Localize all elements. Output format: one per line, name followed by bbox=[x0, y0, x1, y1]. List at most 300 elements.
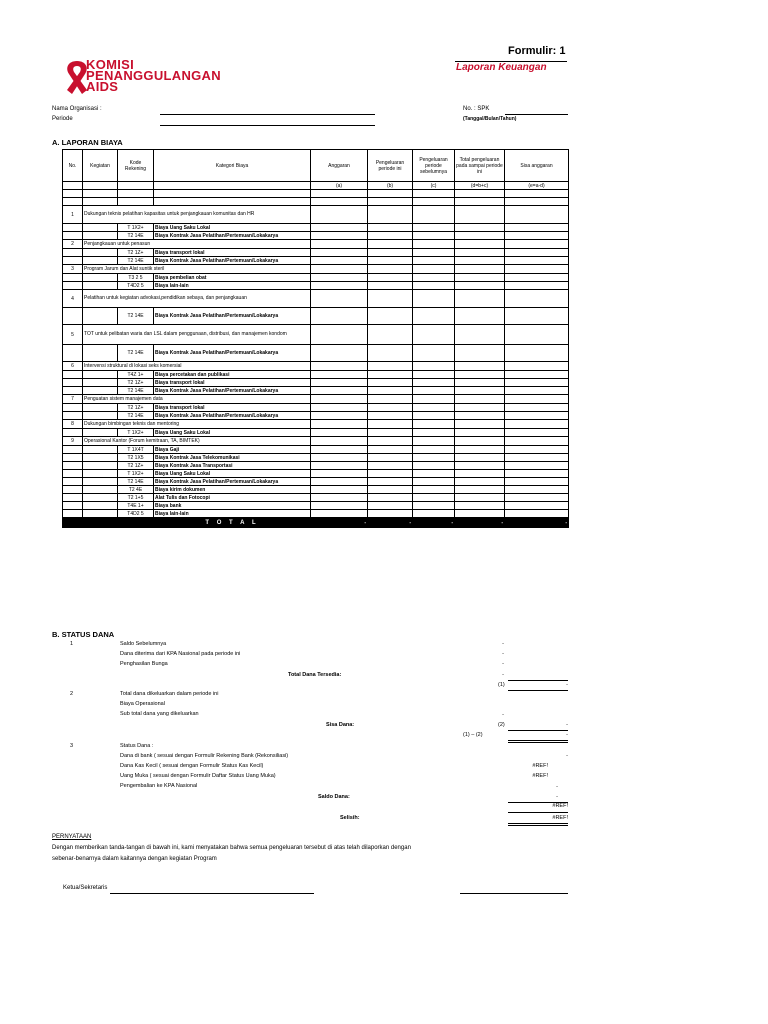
table-cell bbox=[83, 345, 118, 362]
table-cell bbox=[368, 190, 413, 198]
line-item-row bbox=[63, 345, 569, 362]
kategori-biaya: Biaya Uang Saku Lokal bbox=[154, 224, 311, 232]
signature-line-left[interactable] bbox=[110, 893, 314, 894]
marker-1-value: - bbox=[566, 682, 568, 688]
report-title: Laporan Keuangan bbox=[456, 62, 547, 73]
line-item-row bbox=[63, 510, 569, 518]
table-cell bbox=[63, 232, 83, 240]
column-header: Sisa anggaran bbox=[505, 150, 569, 182]
amount-cell bbox=[368, 371, 413, 379]
header-row bbox=[63, 150, 569, 182]
table-cell bbox=[83, 198, 118, 206]
status-line: Status Dana : bbox=[120, 743, 154, 749]
table-cell bbox=[83, 232, 118, 240]
line-item-row bbox=[63, 486, 569, 494]
column-header: Pengeluaran periode sebelumnya bbox=[413, 150, 455, 182]
rule bbox=[508, 730, 568, 731]
table-cell bbox=[413, 198, 455, 206]
amount-cell bbox=[413, 224, 455, 232]
amount-cell bbox=[368, 282, 413, 290]
amount-cell bbox=[368, 470, 413, 478]
total-value: - bbox=[505, 518, 569, 528]
table-cell bbox=[455, 190, 505, 198]
amount-cell bbox=[311, 345, 368, 362]
kode-rekening: T2 14E bbox=[118, 257, 154, 265]
table-cell bbox=[83, 379, 118, 387]
amount-cell bbox=[413, 371, 455, 379]
activity-title: Intervensi struktural di lokasi seks komersial bbox=[83, 362, 311, 371]
amount-cell bbox=[413, 240, 455, 249]
amount-cell bbox=[368, 486, 413, 494]
amount-cell bbox=[311, 387, 368, 395]
line-item-row bbox=[63, 249, 569, 257]
kategori-biaya: Biaya kirim dokumen bbox=[154, 486, 311, 494]
table-cell bbox=[63, 379, 83, 387]
status-line: Total dana dikeluarkan dalam periode ini bbox=[120, 691, 219, 697]
line-item-row bbox=[63, 379, 569, 387]
kategori-biaya: Biaya Kontrak Jasa Transportasi bbox=[154, 462, 311, 470]
marker-2-value: - bbox=[566, 722, 568, 728]
amount-cell bbox=[368, 249, 413, 257]
table-cell bbox=[505, 198, 569, 206]
line-item-row bbox=[63, 387, 569, 395]
table-cell bbox=[63, 190, 83, 198]
amount-cell bbox=[413, 257, 455, 265]
nama-organisasi-field[interactable] bbox=[160, 114, 375, 115]
amount-cell bbox=[505, 290, 569, 308]
table-cell bbox=[154, 190, 311, 198]
total-value: - bbox=[311, 518, 368, 528]
column-header: No. bbox=[63, 150, 83, 182]
rule bbox=[508, 742, 568, 743]
amount-cell bbox=[413, 446, 455, 454]
amount-cell bbox=[311, 502, 368, 510]
amount-cell bbox=[311, 404, 368, 412]
activity-row bbox=[63, 362, 569, 371]
amount-cell bbox=[311, 282, 368, 290]
logo-line-2: PENANGGULANGAN bbox=[86, 68, 221, 83]
amount-cell bbox=[311, 470, 368, 478]
activity-number: 4 bbox=[63, 290, 83, 308]
signer-label: Ketua/Sekretaris bbox=[63, 885, 108, 891]
line-item-row bbox=[63, 454, 569, 462]
formula-cell: (a) bbox=[311, 182, 368, 190]
amount-cell bbox=[455, 282, 505, 290]
status-group-number: 2 bbox=[70, 691, 74, 697]
amount-cell bbox=[455, 345, 505, 362]
amount-cell bbox=[311, 494, 368, 502]
amount-cell bbox=[455, 420, 505, 429]
amount-cell bbox=[413, 362, 455, 371]
kategori-biaya: Biaya pembelian obat bbox=[154, 274, 311, 282]
table-cell bbox=[311, 198, 368, 206]
amount-cell bbox=[505, 282, 569, 290]
table-cell bbox=[83, 494, 118, 502]
amount-cell bbox=[311, 325, 368, 345]
uang-muka-value: #REF! bbox=[532, 773, 548, 779]
status-value: - bbox=[502, 641, 504, 647]
amount-cell bbox=[413, 232, 455, 240]
amount-cell bbox=[455, 412, 505, 420]
kategori-biaya: Biaya transport lokal bbox=[154, 249, 311, 257]
kategori-biaya: Biaya Gaji bbox=[154, 446, 311, 454]
table-cell bbox=[118, 518, 154, 528]
table-cell bbox=[63, 249, 83, 257]
amount-cell bbox=[413, 395, 455, 404]
table-cell bbox=[63, 510, 83, 518]
saldo-dana-ref: #REF! bbox=[552, 803, 568, 809]
kode-rekening: T4E 1+ bbox=[118, 502, 154, 510]
table-cell bbox=[83, 257, 118, 265]
status-line: Biaya Operasional bbox=[120, 701, 165, 707]
marker-1: (1) bbox=[498, 682, 505, 688]
pengembalian-value: - bbox=[556, 784, 558, 790]
line-item-row bbox=[63, 462, 569, 470]
amount-cell bbox=[505, 387, 569, 395]
status-line: Sub total dana yang dikeluarkan bbox=[120, 711, 199, 717]
amount-cell bbox=[311, 446, 368, 454]
kategori-biaya: Biaya Kontrak Jasa Pelatihan/Pertemuan/Lokakarya bbox=[154, 345, 311, 362]
kode-rekening: T 1X2+ bbox=[118, 470, 154, 478]
amount-cell bbox=[505, 379, 569, 387]
amount-cell bbox=[413, 290, 455, 308]
kategori-biaya: Biaya Kontrak Jasa Pelatihan/Pertemuan/Lokakarya bbox=[154, 308, 311, 325]
amount-cell bbox=[413, 387, 455, 395]
table-cell bbox=[83, 308, 118, 325]
table-cell bbox=[455, 198, 505, 206]
amount-cell bbox=[368, 420, 413, 429]
kode-rekening: T4D2 5 bbox=[118, 282, 154, 290]
saldo-dana-value: - bbox=[556, 794, 558, 800]
status-line: Dana di bank ( sesuai dengan Formulir Rekening Bank (Rekonsiliasi) bbox=[120, 753, 289, 759]
kode-rekening: T2 1+5 bbox=[118, 494, 154, 502]
amount-cell bbox=[455, 470, 505, 478]
amount-cell bbox=[311, 308, 368, 325]
amount-cell bbox=[455, 232, 505, 240]
kategori-biaya: Biaya Uang Saku Lokal bbox=[154, 470, 311, 478]
amount-cell bbox=[368, 462, 413, 470]
amount-cell bbox=[413, 486, 455, 494]
status-group-number: 3 bbox=[70, 743, 74, 749]
amount-cell bbox=[455, 240, 505, 249]
table-cell bbox=[63, 345, 83, 362]
status-line: Uang Muka ( sesuai dengan Formulir Daftar Status Uang Muka) bbox=[120, 773, 276, 779]
line-item-row bbox=[63, 257, 569, 265]
amount-cell bbox=[455, 486, 505, 494]
amount-cell bbox=[368, 265, 413, 274]
amount-cell bbox=[455, 325, 505, 345]
amount-cell bbox=[455, 224, 505, 232]
total-dana-tersedia-label: Total Dana Tersedia: bbox=[288, 672, 342, 678]
total-value: - bbox=[413, 518, 455, 528]
activity-title: Pelatihan untuk kegiatan advokasi,pendidikan sebaya, dan penjangkauan bbox=[83, 290, 311, 308]
rule bbox=[508, 812, 568, 813]
table-cell bbox=[83, 510, 118, 518]
table-cell bbox=[83, 404, 118, 412]
amount-cell bbox=[455, 454, 505, 462]
line-item-row bbox=[63, 308, 569, 325]
kode-rekening: T2 14E bbox=[118, 308, 154, 325]
line-item-row bbox=[63, 412, 569, 420]
amount-cell bbox=[368, 429, 413, 437]
amount-cell bbox=[368, 308, 413, 325]
amount-cell bbox=[455, 502, 505, 510]
table-cell bbox=[413, 190, 455, 198]
logo-line-3: AIDS bbox=[86, 79, 119, 94]
signature-line-right[interactable] bbox=[460, 893, 568, 894]
activity-title: TOT untuk pelibatan waria dan LSL dalam penggunaan, distribusi, dan manajemen kondom bbox=[83, 325, 311, 345]
line-item-row bbox=[63, 478, 569, 486]
table-cell bbox=[83, 478, 118, 486]
line-item-row bbox=[63, 232, 569, 240]
amount-cell bbox=[368, 274, 413, 282]
table-cell bbox=[368, 198, 413, 206]
amount-cell bbox=[455, 249, 505, 257]
table-cell bbox=[118, 198, 154, 206]
activity-row bbox=[63, 395, 569, 404]
table-cell bbox=[83, 371, 118, 379]
status-line: Dana Kas Kecil ( sesuai dengan Formulir Status Kas Kecil) bbox=[120, 763, 264, 769]
amount-cell bbox=[455, 257, 505, 265]
amount-cell bbox=[505, 494, 569, 502]
rule bbox=[508, 680, 568, 681]
column-header: Kegiatan bbox=[83, 150, 118, 182]
table-cell bbox=[63, 462, 83, 470]
line-item-row bbox=[63, 494, 569, 502]
amount-cell bbox=[413, 502, 455, 510]
amount-cell bbox=[368, 257, 413, 265]
amount-cell bbox=[455, 437, 505, 446]
amount-cell bbox=[505, 308, 569, 325]
amount-cell bbox=[311, 395, 368, 404]
activity-title: Dukungan teknis pelatihan kapasitas untuk penjangkauan komunitas dan HR bbox=[83, 206, 311, 224]
amount-cell bbox=[505, 454, 569, 462]
kode-rekening: T4D2 5 bbox=[118, 510, 154, 518]
pernyataan-title: PERNYATAAN bbox=[52, 834, 92, 840]
table-cell bbox=[83, 462, 118, 470]
amount-cell bbox=[455, 265, 505, 274]
amount-cell bbox=[455, 395, 505, 404]
amount-cell bbox=[505, 478, 569, 486]
date-hint: (Tanggal/Bulan/Tahun) bbox=[463, 116, 517, 122]
rule bbox=[508, 823, 568, 824]
kategori-biaya: Biaya Uang Saku Lokal bbox=[154, 429, 311, 437]
amount-cell bbox=[505, 395, 569, 404]
amount-cell bbox=[413, 494, 455, 502]
activity-number: 6 bbox=[63, 362, 83, 371]
amount-cell bbox=[368, 404, 413, 412]
table-cell bbox=[83, 282, 118, 290]
activity-title: Dukungan bimbingan teknis dan mentoring bbox=[83, 420, 311, 429]
amount-cell bbox=[413, 462, 455, 470]
no-spk-field[interactable] bbox=[505, 114, 568, 115]
rule bbox=[508, 825, 568, 826]
kategori-biaya: Biaya bank bbox=[154, 502, 311, 510]
amount-cell bbox=[455, 308, 505, 325]
activity-row bbox=[63, 265, 569, 274]
amount-cell bbox=[311, 290, 368, 308]
amount-cell bbox=[368, 478, 413, 486]
amount-cell bbox=[505, 265, 569, 274]
amount-cell bbox=[413, 249, 455, 257]
kategori-biaya: Biaya Kontrak Jasa Pelatihan/Pertemuan/Lokakarya bbox=[154, 387, 311, 395]
kas-kecil-value: #REF! bbox=[532, 763, 548, 769]
table-cell bbox=[83, 182, 118, 190]
amount-cell bbox=[368, 454, 413, 462]
table-cell bbox=[83, 446, 118, 454]
table-cell bbox=[63, 446, 83, 454]
amount-cell bbox=[311, 240, 368, 249]
column-header: Total pengeluaran pada sampai periode ini bbox=[455, 150, 505, 182]
dana-bank-value: - bbox=[566, 753, 568, 759]
periode-field[interactable] bbox=[160, 125, 375, 126]
kode-rekening: T2 1Z+ bbox=[118, 462, 154, 470]
sub-total-value: - bbox=[502, 712, 504, 718]
kode-rekening: T2 14E bbox=[118, 387, 154, 395]
amount-cell bbox=[368, 206, 413, 224]
activity-row bbox=[63, 206, 569, 224]
total-dana-tersedia-value: - bbox=[502, 672, 504, 678]
amount-cell bbox=[413, 437, 455, 446]
table-cell bbox=[83, 224, 118, 232]
amount-cell bbox=[368, 437, 413, 446]
table-cell bbox=[83, 486, 118, 494]
kode-rekening: T2 14E bbox=[118, 478, 154, 486]
amount-cell bbox=[311, 274, 368, 282]
amount-cell bbox=[455, 206, 505, 224]
amount-cell bbox=[368, 379, 413, 387]
table-cell bbox=[63, 182, 83, 190]
kategori-biaya: Biaya transport lokal bbox=[154, 404, 311, 412]
table-cell bbox=[63, 454, 83, 462]
formula-cell: (e=a-d) bbox=[505, 182, 569, 190]
section-a-title: A. LAPORAN BIAYA bbox=[52, 138, 123, 147]
amount-cell bbox=[311, 454, 368, 462]
amount-cell bbox=[455, 462, 505, 470]
amount-cell bbox=[368, 325, 413, 345]
amount-cell bbox=[505, 371, 569, 379]
table-cell bbox=[63, 198, 83, 206]
total-label: T O T A L bbox=[154, 518, 311, 528]
amount-cell bbox=[455, 379, 505, 387]
formula-cell: (b) bbox=[368, 182, 413, 190]
sisa-dana-label: Sisa Dana: bbox=[326, 722, 355, 728]
line-item-row bbox=[63, 429, 569, 437]
section-b-title: B. STATUS DANA bbox=[52, 630, 115, 639]
table-cell bbox=[63, 404, 83, 412]
activity-title: Penguatan sistem manajemen data bbox=[83, 395, 311, 404]
amount-cell bbox=[505, 206, 569, 224]
table-cell bbox=[83, 518, 118, 528]
table-cell bbox=[63, 274, 83, 282]
rule bbox=[508, 690, 568, 691]
table-cell bbox=[63, 224, 83, 232]
rule bbox=[508, 740, 568, 741]
logo-line-1: KOMISI bbox=[86, 57, 135, 72]
total-value: - bbox=[368, 518, 413, 528]
periode-label: Periode bbox=[52, 116, 73, 122]
kode-rekening: T2 14E bbox=[118, 412, 154, 420]
amount-cell bbox=[413, 265, 455, 274]
amount-cell bbox=[368, 494, 413, 502]
selisih-label: Selisih: bbox=[340, 815, 360, 821]
activity-title: Penjangkauan untuk penasun bbox=[83, 240, 311, 249]
total-row bbox=[63, 518, 569, 528]
amount-cell bbox=[311, 249, 368, 257]
activity-title: Operasional Kantor (Forum kemitraan, TA, BIMTEK) bbox=[83, 437, 311, 446]
amount-cell bbox=[311, 429, 368, 437]
kode-rekening: T2 1X5 bbox=[118, 454, 154, 462]
amount-cell bbox=[311, 224, 368, 232]
amount-cell bbox=[505, 232, 569, 240]
amount-cell bbox=[368, 345, 413, 362]
status-value: - bbox=[502, 651, 504, 657]
amount-cell bbox=[505, 345, 569, 362]
amount-cell bbox=[368, 362, 413, 371]
amount-cell bbox=[368, 412, 413, 420]
kategori-biaya: Biaya Kontrak Jasa Telekomunikasi bbox=[154, 454, 311, 462]
amount-cell bbox=[311, 510, 368, 518]
table-cell bbox=[83, 502, 118, 510]
activity-row bbox=[63, 437, 569, 446]
table-cell bbox=[63, 486, 83, 494]
amount-cell bbox=[311, 257, 368, 265]
table-cell bbox=[63, 518, 83, 528]
amount-cell bbox=[455, 371, 505, 379]
amount-cell bbox=[368, 240, 413, 249]
amount-cell bbox=[455, 362, 505, 371]
amount-cell bbox=[368, 290, 413, 308]
activity-number: 5 bbox=[63, 325, 83, 345]
table-cell bbox=[154, 198, 311, 206]
table-cell bbox=[505, 190, 569, 198]
amount-cell bbox=[368, 224, 413, 232]
amount-cell bbox=[368, 387, 413, 395]
status-line: Saldo Sebelumnya bbox=[120, 641, 167, 647]
table-cell bbox=[63, 282, 83, 290]
amount-cell bbox=[311, 420, 368, 429]
amount-cell bbox=[505, 420, 569, 429]
amount-cell bbox=[455, 429, 505, 437]
amount-cell bbox=[311, 437, 368, 446]
kategori-biaya: Alat Tulis dan Fotocopi bbox=[154, 494, 311, 502]
amount-cell bbox=[413, 325, 455, 345]
activity-row bbox=[63, 420, 569, 429]
amount-cell bbox=[413, 412, 455, 420]
line-item-row bbox=[63, 446, 569, 454]
kode-rekening: T 1X2+ bbox=[118, 224, 154, 232]
kode-rekening: T2 1Z+ bbox=[118, 404, 154, 412]
table-cell bbox=[63, 502, 83, 510]
status-line: Penghasilan Bunga bbox=[120, 661, 168, 667]
amount-cell bbox=[311, 478, 368, 486]
amount-cell bbox=[311, 462, 368, 470]
table-cell bbox=[83, 190, 118, 198]
formula-row bbox=[63, 182, 569, 190]
formula-cell: (d=b+c) bbox=[455, 182, 505, 190]
amount-cell bbox=[413, 470, 455, 478]
spacer-row bbox=[63, 198, 569, 206]
status-value: - bbox=[502, 661, 504, 667]
table-cell bbox=[83, 454, 118, 462]
amount-cell bbox=[455, 387, 505, 395]
amount-cell bbox=[413, 308, 455, 325]
amount-cell bbox=[413, 206, 455, 224]
table-cell bbox=[118, 182, 154, 190]
table-cell bbox=[83, 429, 118, 437]
activity-number: 7 bbox=[63, 395, 83, 404]
amount-cell bbox=[455, 494, 505, 502]
